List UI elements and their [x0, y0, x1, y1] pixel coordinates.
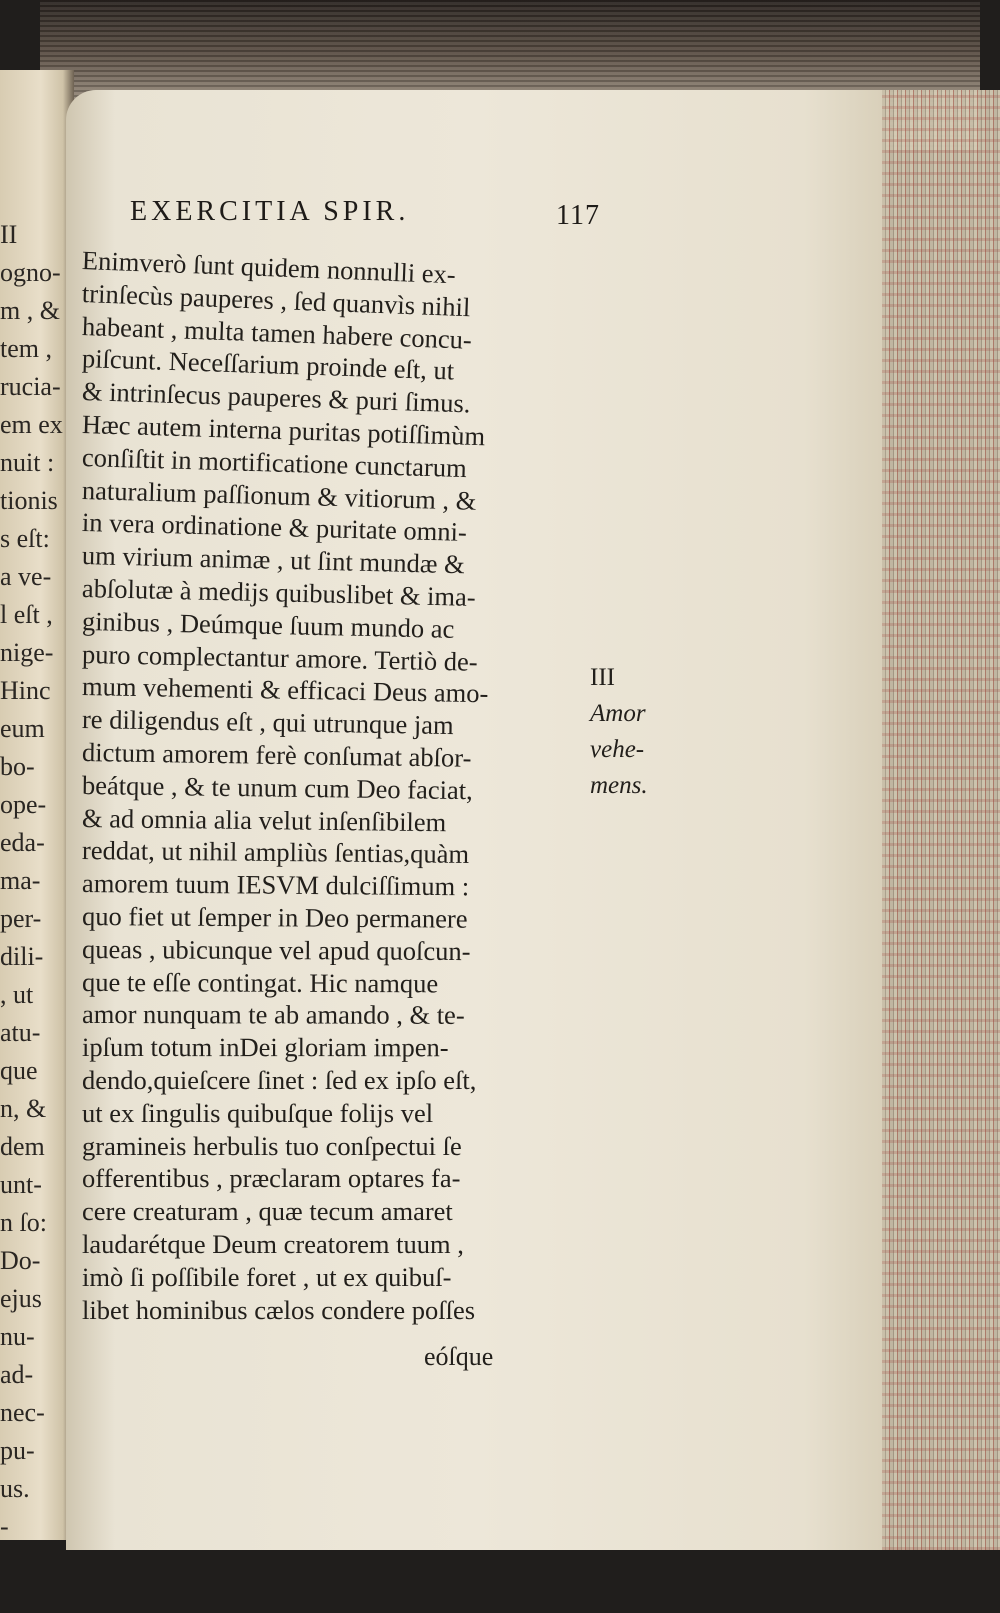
text-line: in vera ordinatione & puritate omni-	[81, 507, 468, 548]
text-line: dictum amorem ferè conſumat abſor-	[81, 736, 472, 773]
text-line: beátque , & te unum cum Deo faciat,	[81, 769, 473, 805]
left-page-fragment: , ut	[0, 980, 34, 1009]
left-page-fragment: ogno-	[0, 258, 61, 287]
text-line: gramineis herbulis tuo conſpectui ſe	[82, 1130, 462, 1161]
left-page-fragment: Do-	[0, 1246, 41, 1275]
left-page-fragment: m , &	[0, 296, 60, 325]
left-page-fragment: nuit :	[0, 448, 55, 477]
text-line: que te eſſe contingat. Hic namque	[81, 966, 439, 998]
running-header	[130, 196, 600, 242]
left-page-fragment: nu-	[0, 1322, 35, 1351]
left-page-fragment: tem ,	[0, 334, 52, 363]
left-page-fragment: nec-	[0, 1398, 45, 1427]
left-page-fragment: unt-	[0, 1170, 42, 1199]
text-line: ut ex ſingulis quibuſque folijs vel	[82, 1097, 434, 1128]
left-page-fragment: n, &	[0, 1094, 47, 1123]
text-line: quo fiet ut ſemper in Deo permanere	[81, 900, 468, 934]
text-line: Enimverò ſunt quidem nonnulli ex-	[81, 245, 457, 290]
text-line: laudarétque Deum creatorem tuum ,	[82, 1228, 464, 1259]
page-edges	[882, 90, 1000, 1550]
margin-line: Amor	[590, 700, 646, 727]
left-page-fragment: rucia-	[0, 372, 61, 401]
text-line: habeant , multa tamen habere concu-	[81, 310, 473, 355]
text-line: trinſecùs pauperes , ſed quanvìs nihil	[81, 277, 471, 323]
left-page-fragment: dem	[0, 1132, 45, 1161]
text-line: & intrinſecus pauperes & puri ſimus.	[81, 376, 471, 419]
left-page-fragment: que	[0, 1056, 38, 1085]
left-page-fragment: em ex	[0, 410, 63, 439]
left-page-fragment: ope-	[0, 790, 47, 819]
left-page-fragment: us.	[0, 1474, 30, 1503]
left-page-fragment: ejus	[0, 1284, 42, 1313]
text-line: amor nunquam te ab amando , & te-	[81, 999, 465, 1031]
left-page-fragment: tionis	[0, 486, 58, 515]
catchword: eóſque	[424, 1342, 494, 1371]
left-page-fragment: per-	[0, 904, 42, 933]
text-line: Hæc autem interna puritas potiſſimùm	[81, 408, 486, 452]
text-line: conſiſtit in mortificatione cunctarum	[81, 441, 468, 483]
text-line: naturalium paſſionum & vitiorum , &	[81, 474, 477, 516]
left-page-fragment: atu-	[0, 1018, 41, 1047]
left-page-fragment: ad-	[0, 1360, 34, 1389]
text-line: um virium animæ , ut ſint mundæ &	[81, 540, 466, 580]
text-line: amorem tuum IESVM dulciſſimum :	[81, 868, 470, 902]
left-page-fragment: a ve-	[0, 562, 52, 591]
text-line: abſolutæ à medijs quibuslibet & ima-	[81, 572, 477, 612]
left-page-fragment: -	[0, 1512, 9, 1540]
text-line: queas , ubicunque vel apud quoſcun-	[81, 933, 471, 966]
margin-numeral: III	[590, 664, 615, 691]
page-number: 117	[556, 200, 600, 231]
margin-note	[590, 660, 680, 804]
text-line: puro complectantur amore. Tertiò de-	[81, 638, 478, 677]
body-text	[82, 244, 602, 1326]
left-page-fragment: dili-	[0, 942, 44, 971]
text-line: imò ſi poſſibile foret , ut ex quibuſ-	[82, 1261, 452, 1292]
text-line: reddat, ut nihil ampliùs ſentias,quàm	[81, 835, 470, 870]
text-line: piſcunt. Neceſſarium proinde eſt, ut	[81, 343, 455, 386]
text-line: ipſum totum inDei gloriam impen-	[81, 1032, 449, 1063]
left-page-fragment: Hinc	[0, 676, 51, 705]
text-line: offerentibus , præclaram optares fa-	[82, 1163, 461, 1194]
text-line: libet hominibus cælos condere poſſes	[82, 1294, 476, 1325]
left-page-fragment: eda-	[0, 828, 45, 857]
left-page-fragment: s eſt:	[0, 524, 50, 553]
left-page-fragment: nige-	[0, 638, 54, 667]
text-line: & ad omnia alia velut inſenſibilem	[81, 802, 447, 837]
text-line: dendo,quieſcere ſinet : ſed ex ipſo eſt,	[82, 1064, 477, 1095]
text-line: ginibus , Deúmque ſuum mundo ac	[81, 605, 455, 644]
left-page-fragment: pu-	[0, 1436, 35, 1465]
left-page-fragment: II	[0, 220, 18, 249]
margin-line: vehe-	[590, 736, 645, 763]
left-page	[0, 70, 74, 1540]
text-line: re diligendus eſt , qui utrunque jam	[81, 704, 454, 741]
left-page-fragment: n ſo:	[0, 1208, 47, 1237]
left-page-fragment: l eſt ,	[0, 600, 53, 629]
margin-line: mens.	[590, 772, 648, 799]
header-title: EXERCITIA SPIR.	[130, 196, 410, 227]
left-page-fragment: ma-	[0, 866, 41, 895]
left-page-fragment: bo-	[0, 752, 35, 781]
left-page-fragment: eum	[0, 714, 45, 743]
text-line: cere creaturam , quæ tecum amaret	[82, 1196, 453, 1227]
text-line: mum vehementi & efficaci Deus amo-	[81, 671, 489, 709]
